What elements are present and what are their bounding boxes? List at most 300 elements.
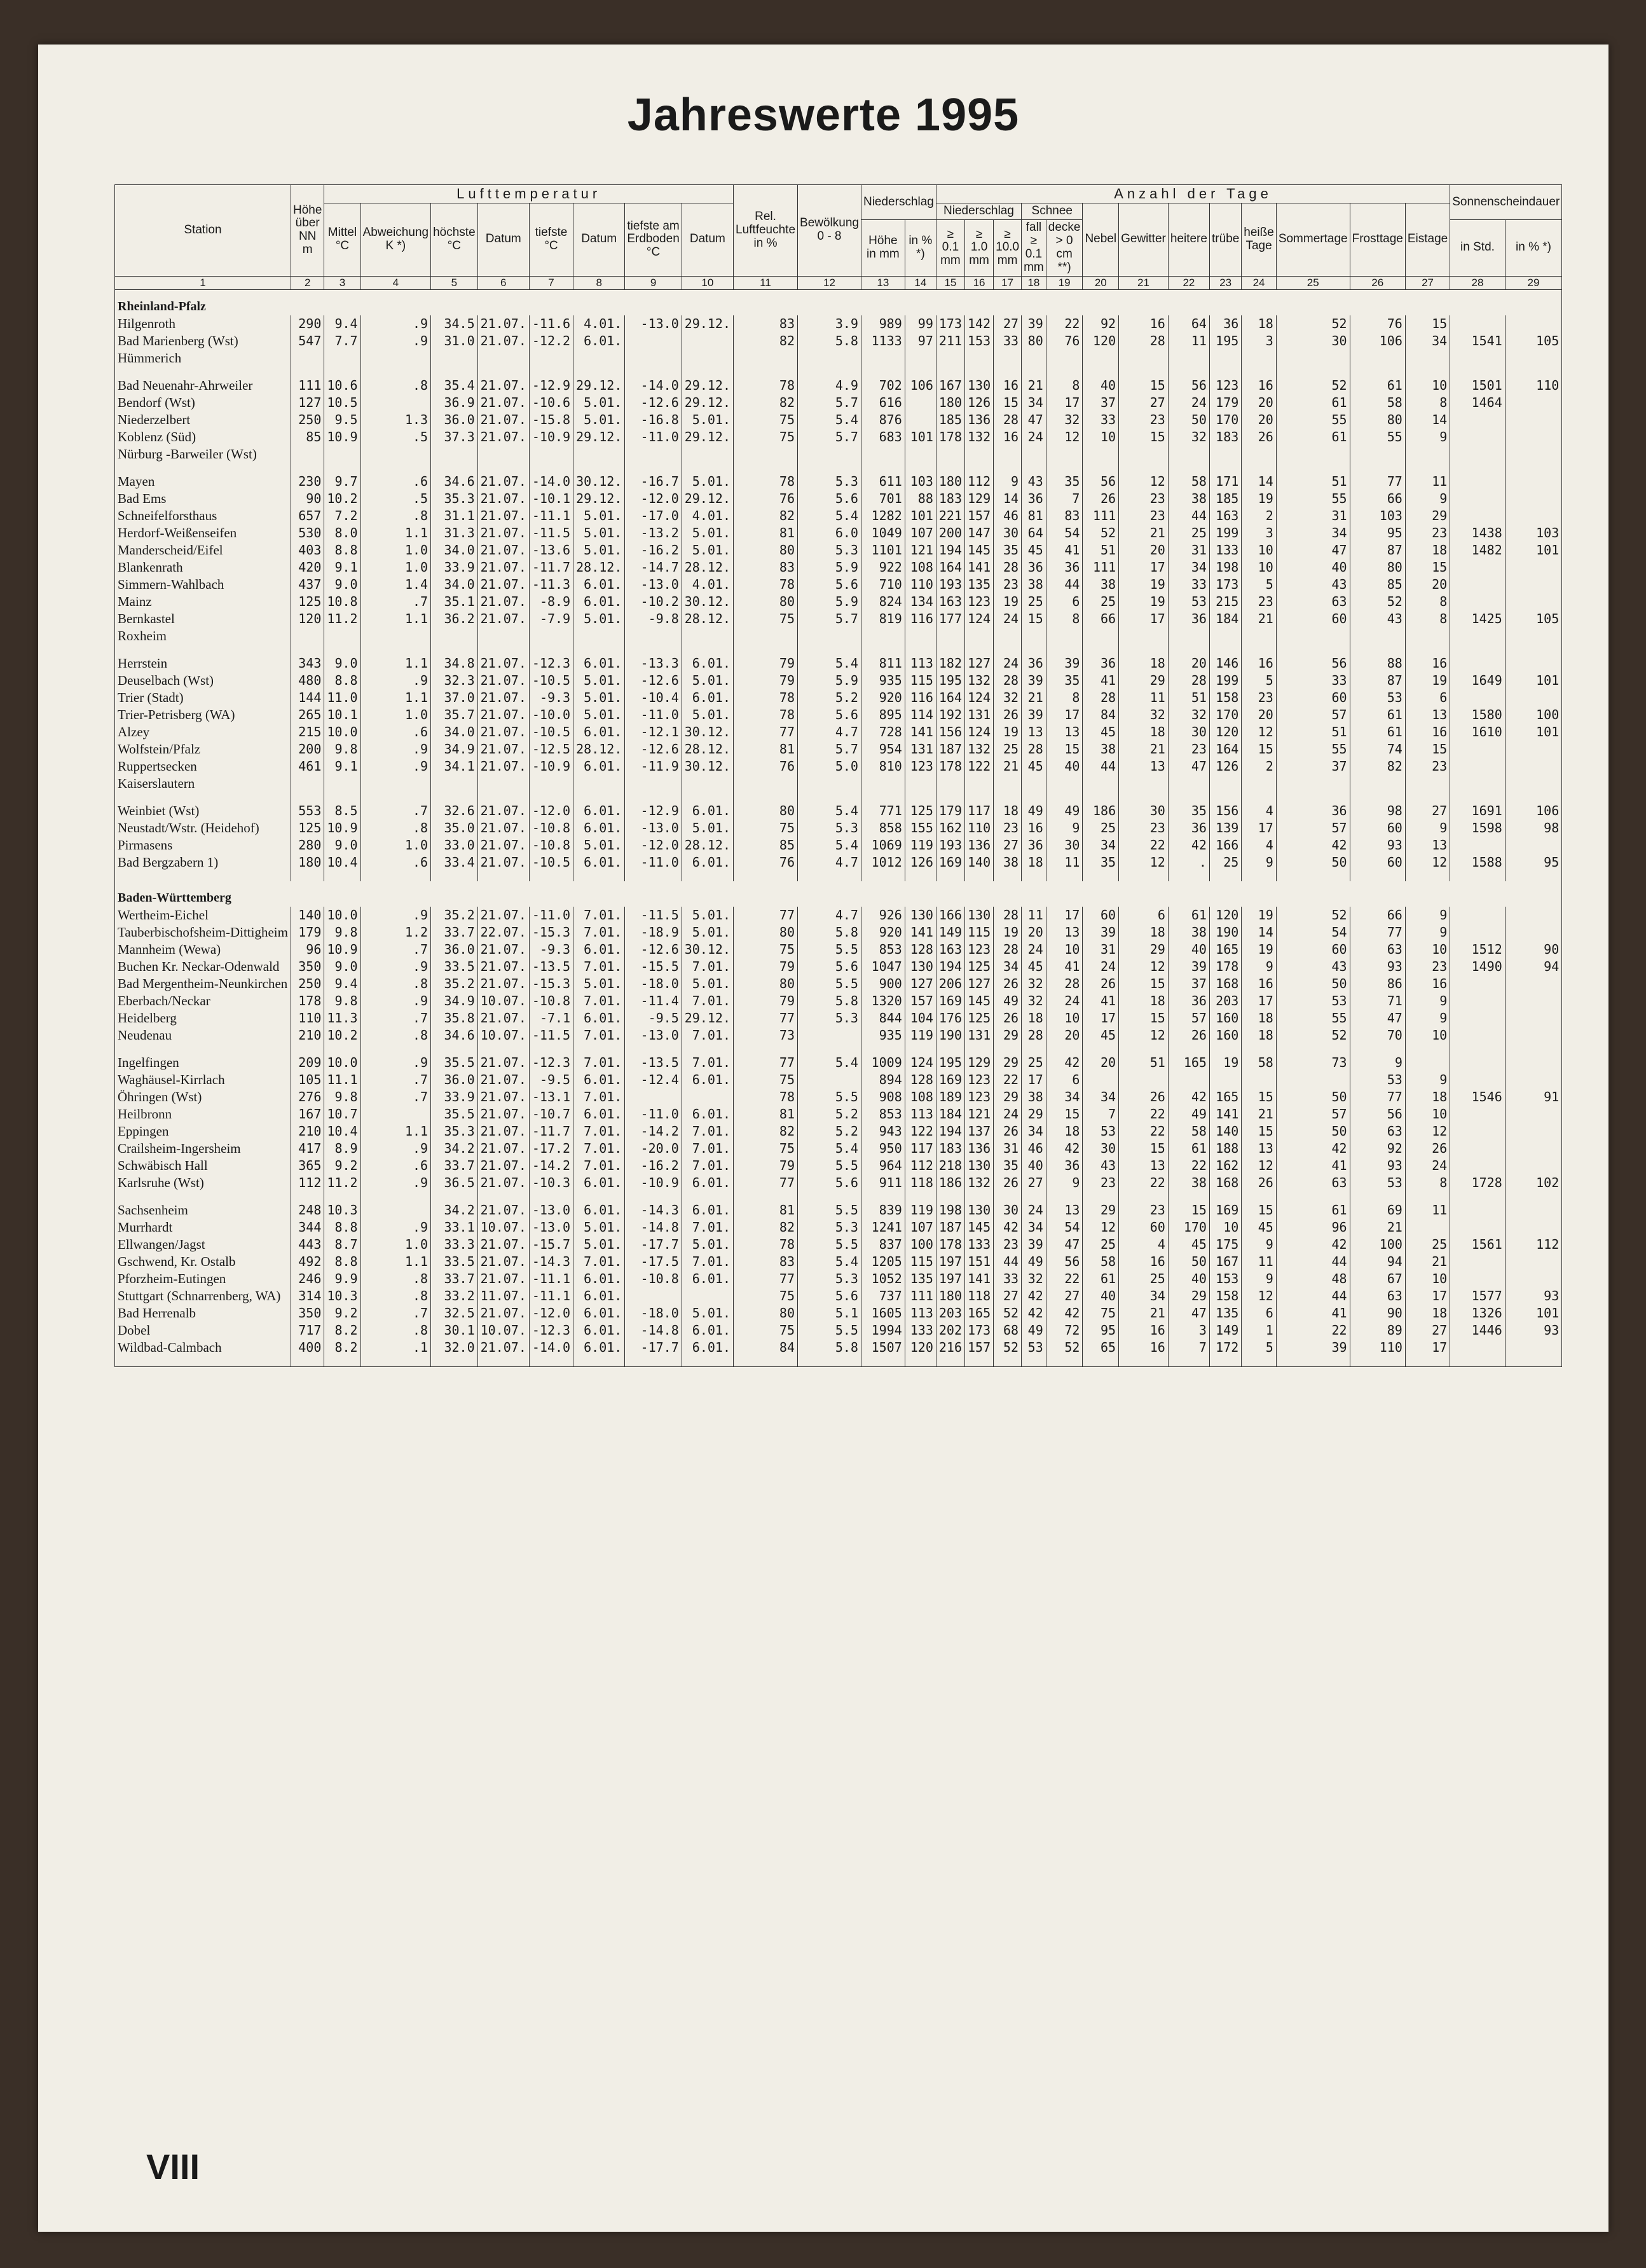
cell-col-5: 33.4 — [431, 854, 478, 871]
cell-col-19: 18 — [1046, 1123, 1083, 1140]
cell-col-13: 964 — [861, 1157, 905, 1174]
cell-col-22: 38 — [1168, 490, 1209, 507]
spacer-cell — [682, 367, 733, 377]
cell-col-18: 18 — [1022, 1010, 1046, 1027]
cell-col-19: 17 — [1046, 394, 1083, 411]
cell-col-20: 75 — [1083, 1305, 1119, 1322]
table-row — [115, 1174, 1562, 1192]
cell-col-25: 42 — [1276, 837, 1350, 854]
cell-col-26 — [1350, 628, 1405, 645]
header-eistage: Eistage — [1405, 203, 1450, 276]
cell-col-12: 3.9 — [798, 315, 861, 333]
cell-col-13: 900 — [861, 975, 905, 993]
table-row — [115, 1305, 1562, 1322]
station-name: Ruppertsecken — [115, 758, 291, 775]
station-name: Koblenz (Süd) — [115, 429, 291, 446]
header-datum-3: Datum — [682, 203, 733, 276]
cell-col-26: 21 — [1350, 1219, 1405, 1236]
cell-col-24: 17 — [1242, 993, 1277, 1010]
spacer-cell — [1119, 463, 1169, 473]
cell-col-20: 40 — [1083, 1288, 1119, 1305]
cell-col-15: 183 — [936, 1140, 964, 1157]
spacer-cell — [573, 645, 625, 655]
cell-col-14: 108 — [905, 1089, 936, 1106]
cell-col-6: 21.07. — [477, 610, 529, 628]
cell-col-18: 39 — [1022, 1236, 1046, 1253]
cell-col-26: 60 — [1350, 854, 1405, 871]
cell-col-7: -14.0 — [529, 473, 573, 490]
cell-col-11: 82 — [734, 333, 798, 350]
cell-col-5: 35.3 — [431, 1123, 478, 1140]
cell-col-29 — [1505, 429, 1562, 446]
cell-col-21: 15 — [1119, 429, 1169, 446]
table-row — [115, 1010, 1562, 1027]
cell-col-22: 57 — [1168, 1010, 1209, 1027]
spacer-cell — [625, 367, 682, 377]
spacer-cell — [994, 792, 1022, 802]
station-name: Niederzelbert — [115, 411, 291, 429]
table-row — [115, 446, 1562, 463]
cell-col-8: 5.01. — [573, 525, 625, 542]
spacer-cell — [1276, 792, 1350, 802]
cell-col-5: 37.3 — [431, 429, 478, 446]
spacer-cell — [1405, 645, 1450, 655]
cell-col-25: 57 — [1276, 1106, 1350, 1123]
cell-col-17 — [994, 446, 1022, 463]
region-name: Baden-Württemberg — [115, 881, 1562, 907]
cell-col-14: 114 — [905, 706, 936, 724]
spacer-cell — [1450, 871, 1505, 881]
spacer-cell — [1276, 871, 1350, 881]
cell-col-25: 50 — [1276, 1123, 1350, 1140]
cell-col-20: 43 — [1083, 1157, 1119, 1174]
cell-col-24: 18 — [1242, 1027, 1277, 1044]
spacer-cell — [861, 792, 905, 802]
cell-col-15 — [936, 628, 964, 645]
cell-col-3: 9.4 — [324, 315, 360, 333]
cell-col-16: 165 — [965, 1305, 994, 1322]
cell-col-19: 8 — [1046, 610, 1083, 628]
cell-col-11: 76 — [734, 854, 798, 871]
cell-col-2: 179 — [291, 924, 324, 941]
cell-col-9 — [625, 446, 682, 463]
cell-col-5: 31.1 — [431, 507, 478, 525]
cell-col-27: 9 — [1405, 1071, 1450, 1089]
cell-col-7: -13.6 — [529, 542, 573, 559]
cell-col-15: 173 — [936, 315, 964, 333]
cell-col-21: 6 — [1119, 907, 1169, 924]
station-name: Bendorf (Wst) — [115, 394, 291, 411]
cell-col-3 — [324, 446, 360, 463]
spacer-cell — [625, 645, 682, 655]
cell-col-17: 33 — [994, 1270, 1022, 1288]
spacer-cell — [734, 367, 798, 377]
cell-col-27: 27 — [1405, 1322, 1450, 1339]
cell-col-15: 194 — [936, 1123, 964, 1140]
spacer-cell — [682, 1044, 733, 1054]
spacer-cell — [682, 871, 733, 881]
cell-col-15: 198 — [936, 1202, 964, 1219]
cell-col-16: 147 — [965, 525, 994, 542]
cell-col-18: 64 — [1022, 525, 1046, 542]
cell-col-14: 111 — [905, 1288, 936, 1305]
cell-col-3: 8.0 — [324, 525, 360, 542]
cell-col-26: 85 — [1350, 576, 1405, 593]
spacer-cell — [1119, 792, 1169, 802]
cell-col-5: 33.9 — [431, 559, 478, 576]
cell-col-11: 80 — [734, 1305, 798, 1322]
cell-col-15: 169 — [936, 1071, 964, 1089]
cell-col-19: 40 — [1046, 758, 1083, 775]
spacer-cell — [994, 1044, 1022, 1054]
table-row — [115, 610, 1562, 628]
cell-col-4: .6 — [360, 724, 431, 741]
cell-col-15: 169 — [936, 993, 964, 1010]
cell-col-26: 56 — [1350, 1106, 1405, 1123]
cell-col-3: 8.9 — [324, 1140, 360, 1157]
table-row — [115, 689, 1562, 706]
cell-col-25: 57 — [1276, 820, 1350, 837]
cell-col-27: 12 — [1405, 1123, 1450, 1140]
cell-col-16: 125 — [965, 1010, 994, 1027]
cell-col-16: 115 — [965, 924, 994, 941]
group-spacer — [115, 463, 1562, 473]
cell-col-3: 10.4 — [324, 1123, 360, 1140]
cell-col-9: -20.0 — [625, 1140, 682, 1157]
spacer-cell — [1168, 792, 1209, 802]
cell-col-19: 8 — [1046, 377, 1083, 394]
cell-col-3: 9.1 — [324, 559, 360, 576]
cell-col-19: 11 — [1046, 854, 1083, 871]
station-name: Bad Mergentheim-Neunkirchen — [115, 975, 291, 993]
cell-col-27: 34 — [1405, 333, 1450, 350]
cell-col-16: 141 — [965, 559, 994, 576]
spacer-cell — [905, 1192, 936, 1202]
cell-col-8 — [573, 350, 625, 367]
spacer-cell — [1046, 645, 1083, 655]
cell-col-10: 7.01. — [682, 1140, 733, 1157]
spacer-cell — [734, 1356, 798, 1367]
cell-col-13: 1320 — [861, 993, 905, 1010]
station-name: Bad Neuenahr-Ahrweiler — [115, 377, 291, 394]
cell-col-22: 56 — [1168, 377, 1209, 394]
column-number: 16 — [965, 276, 994, 290]
cell-col-18 — [1022, 628, 1046, 645]
cell-col-17: 34 — [994, 958, 1022, 975]
cell-col-29 — [1505, 993, 1562, 1010]
spacer-cell — [1209, 1192, 1241, 1202]
cell-col-26: 87 — [1350, 672, 1405, 689]
cell-col-9: -11.4 — [625, 993, 682, 1010]
cell-col-3: 9.0 — [324, 837, 360, 854]
cell-col-16: 132 — [965, 429, 994, 446]
spacer-cell — [1022, 463, 1046, 473]
cell-col-27 — [1405, 628, 1450, 645]
table-row — [115, 1140, 1562, 1157]
cell-col-12: 5.9 — [798, 672, 861, 689]
station-name: Waghäusel-Kirrlach — [115, 1071, 291, 1089]
cell-col-14: 107 — [905, 1219, 936, 1236]
cell-col-6: 21.07. — [477, 672, 529, 689]
cell-col-14: 141 — [905, 724, 936, 741]
cell-col-12: 5.8 — [798, 993, 861, 1010]
cell-col-8: 7.01. — [573, 1140, 625, 1157]
cell-col-18 — [1022, 446, 1046, 463]
cell-col-6: 21.07. — [477, 333, 529, 350]
cell-col-22: 42 — [1168, 1089, 1209, 1106]
spacer-cell — [1046, 1356, 1083, 1367]
spacer-cell — [1450, 367, 1505, 377]
cell-col-11: 85 — [734, 837, 798, 854]
column-number: 2 — [291, 276, 324, 290]
spacer-cell — [360, 463, 431, 473]
cell-col-23: 168 — [1209, 1174, 1241, 1192]
cell-col-4: .7 — [360, 1089, 431, 1106]
table-row — [115, 525, 1562, 542]
cell-col-28 — [1450, 758, 1505, 775]
spacer-cell — [1022, 367, 1046, 377]
cell-col-22: 64 — [1168, 315, 1209, 333]
cell-col-27 — [1405, 775, 1450, 792]
cell-col-10: 7.01. — [682, 993, 733, 1010]
cell-col-16: 135 — [965, 576, 994, 593]
cell-col-23: 198 — [1209, 559, 1241, 576]
cell-col-15: 179 — [936, 802, 964, 820]
cell-col-5: 33.5 — [431, 958, 478, 975]
cell-col-18: 28 — [1022, 741, 1046, 758]
table-row — [115, 975, 1562, 993]
cell-col-11: 82 — [734, 507, 798, 525]
cell-col-18: 25 — [1022, 1054, 1046, 1071]
cell-col-2: 180 — [291, 854, 324, 871]
spacer-cell — [682, 1356, 733, 1367]
cell-col-7: -10.7 — [529, 1106, 573, 1123]
cell-col-18: 32 — [1022, 1270, 1046, 1288]
cell-col-19: 24 — [1046, 993, 1083, 1010]
cell-col-8: 6.01. — [573, 1270, 625, 1288]
cell-col-12: 5.4 — [798, 837, 861, 854]
spacer-cell — [529, 645, 573, 655]
cell-col-14: 122 — [905, 1123, 936, 1140]
cell-col-26: 88 — [1350, 655, 1405, 672]
cell-col-14: 123 — [905, 758, 936, 775]
cell-col-7: -11.3 — [529, 576, 573, 593]
cell-col-11: 81 — [734, 741, 798, 758]
cell-col-9: -13.0 — [625, 820, 682, 837]
cell-col-12: 5.9 — [798, 593, 861, 610]
cell-col-16: 123 — [965, 1089, 994, 1106]
cell-col-21: 13 — [1119, 1157, 1169, 1174]
cell-col-2: 350 — [291, 958, 324, 975]
cell-col-5: 35.8 — [431, 1010, 478, 1027]
cell-col-23: 158 — [1209, 689, 1241, 706]
cell-col-28 — [1450, 975, 1505, 993]
station-name: Eppingen — [115, 1123, 291, 1140]
station-name: Pforzheim-Eutingen — [115, 1270, 291, 1288]
cell-col-14: 100 — [905, 1236, 936, 1253]
cell-col-9: -18.0 — [625, 975, 682, 993]
cell-col-19: 52 — [1046, 1339, 1083, 1356]
cell-col-10: 5.01. — [682, 542, 733, 559]
table-row — [115, 1071, 1562, 1089]
cell-col-18: 13 — [1022, 724, 1046, 741]
cell-col-7: -10.9 — [529, 429, 573, 446]
spacer-cell — [431, 871, 478, 881]
cell-col-14: 101 — [905, 429, 936, 446]
spacer-cell — [1350, 367, 1405, 377]
cell-col-15: 197 — [936, 1270, 964, 1288]
spacer-cell — [324, 871, 360, 881]
header-nebel: Nebel — [1083, 203, 1119, 276]
cell-col-16: 129 — [965, 1054, 994, 1071]
cell-col-8: 6.01. — [573, 593, 625, 610]
cell-col-29 — [1505, 907, 1562, 924]
cell-col-9 — [625, 628, 682, 645]
cell-col-15: 203 — [936, 1305, 964, 1322]
cell-col-27: 8 — [1405, 1174, 1450, 1192]
cell-col-9: -10.4 — [625, 689, 682, 706]
cell-col-13: 1205 — [861, 1253, 905, 1270]
cell-col-3: 10.0 — [324, 724, 360, 741]
cell-col-29: 101 — [1505, 1305, 1562, 1322]
cell-col-8: 6.01. — [573, 1010, 625, 1027]
cell-col-6: 10.07. — [477, 993, 529, 1010]
cell-col-20: 53 — [1083, 1123, 1119, 1140]
cell-col-6: 21.07. — [477, 655, 529, 672]
cell-col-20: 33 — [1083, 411, 1119, 429]
cell-col-18: 42 — [1022, 1288, 1046, 1305]
cell-col-23: 215 — [1209, 593, 1241, 610]
cell-col-25: 51 — [1276, 724, 1350, 741]
cell-col-16 — [965, 628, 994, 645]
table-row — [115, 758, 1562, 775]
cell-col-9: -12.0 — [625, 490, 682, 507]
cell-col-2: 657 — [291, 507, 324, 525]
cell-col-25: 50 — [1276, 854, 1350, 871]
spacer-cell — [1242, 1192, 1277, 1202]
cell-col-17: 25 — [994, 741, 1022, 758]
table-row — [115, 1339, 1562, 1356]
spacer-cell — [1022, 1192, 1046, 1202]
station-name: Neudenau — [115, 1027, 291, 1044]
cell-col-21: 18 — [1119, 655, 1169, 672]
cell-col-28: 1512 — [1450, 941, 1505, 958]
spacer-cell — [360, 645, 431, 655]
spacer-cell — [529, 1044, 573, 1054]
station-name: Ingelfingen — [115, 1054, 291, 1071]
cell-col-29: 95 — [1505, 854, 1562, 871]
cell-col-29: 110 — [1505, 377, 1562, 394]
cell-col-23: 203 — [1209, 993, 1241, 1010]
station-name: Mayen — [115, 473, 291, 490]
cell-col-17: 19 — [994, 593, 1022, 610]
spacer-cell — [431, 792, 478, 802]
cell-col-13: 1009 — [861, 1054, 905, 1071]
cell-col-12: 5.5 — [798, 975, 861, 993]
cell-col-17: 29 — [994, 1089, 1022, 1106]
cell-col-24: 18 — [1242, 315, 1277, 333]
cell-col-9 — [625, 1288, 682, 1305]
cell-col-29 — [1505, 1202, 1562, 1219]
station-name: Hümmerich — [115, 350, 291, 367]
cell-col-24: 2 — [1242, 507, 1277, 525]
header-niederschlag: Niederschlag — [861, 185, 936, 220]
cell-col-8: 6.01. — [573, 820, 625, 837]
cell-col-7: -10.8 — [529, 820, 573, 837]
header-heisse-tage: heiße Tage — [1242, 203, 1277, 276]
cell-col-13: 894 — [861, 1071, 905, 1089]
cell-col-23: 173 — [1209, 576, 1241, 593]
spacer-cell — [905, 792, 936, 802]
cell-col-19: 34 — [1046, 1089, 1083, 1106]
cell-col-14: 103 — [905, 473, 936, 490]
table-row — [115, 628, 1562, 645]
cell-col-6: 21.07. — [477, 907, 529, 924]
cell-col-4: 1.0 — [360, 542, 431, 559]
cell-col-9: -16.7 — [625, 473, 682, 490]
cell-col-8: 5.01. — [573, 411, 625, 429]
cell-col-3: 8.2 — [324, 1339, 360, 1356]
cell-col-8: 6.01. — [573, 802, 625, 820]
cell-col-3: 10.7 — [324, 1106, 360, 1123]
spacer-cell — [324, 463, 360, 473]
cell-col-25: 48 — [1276, 1270, 1350, 1288]
cell-col-29 — [1505, 315, 1562, 333]
cell-col-3: 8.7 — [324, 1236, 360, 1253]
cell-col-18: 36 — [1022, 559, 1046, 576]
cell-col-17: 19 — [994, 724, 1022, 741]
cell-col-27: 18 — [1405, 1305, 1450, 1322]
cell-col-24: 19 — [1242, 941, 1277, 958]
station-name: Roxheim — [115, 628, 291, 645]
cell-col-27: 9 — [1405, 820, 1450, 837]
cell-col-19: 6 — [1046, 1071, 1083, 1089]
cell-col-12: 5.1 — [798, 1305, 861, 1322]
table-row — [115, 1027, 1562, 1044]
cell-col-4: .6 — [360, 854, 431, 871]
column-number: 10 — [682, 276, 733, 290]
cell-col-4: .8 — [360, 1270, 431, 1288]
cell-col-15: 197 — [936, 1253, 964, 1270]
cell-col-26: 95 — [1350, 525, 1405, 542]
cell-col-12: 5.6 — [798, 1288, 861, 1305]
station-name: Wildbad-Calmbach — [115, 1339, 291, 1356]
cell-col-16 — [965, 446, 994, 463]
cell-col-7 — [529, 628, 573, 645]
cell-col-3: 9.8 — [324, 924, 360, 941]
cell-col-11: 77 — [734, 1010, 798, 1027]
spacer-cell — [936, 1356, 964, 1367]
cell-col-17: 23 — [994, 1236, 1022, 1253]
cell-col-27: 8 — [1405, 593, 1450, 610]
cell-col-26: 103 — [1350, 507, 1405, 525]
cell-col-8: 6.01. — [573, 941, 625, 958]
cell-col-11: 78 — [734, 377, 798, 394]
spacer-cell — [477, 1356, 529, 1367]
cell-col-9 — [625, 775, 682, 792]
cell-col-18: 28 — [1022, 1027, 1046, 1044]
cell-col-27: 19 — [1405, 672, 1450, 689]
column-number: 1 — [115, 276, 291, 290]
spacer-cell — [1450, 1356, 1505, 1367]
header-rel-feuchte: Rel. Luftfeuchte in % — [734, 185, 798, 277]
cell-col-5: 35.7 — [431, 706, 478, 724]
cell-col-10: 29.12. — [682, 377, 733, 394]
cell-col-3: 7.7 — [324, 333, 360, 350]
cell-col-2: 112 — [291, 1174, 324, 1192]
cell-col-19: 10 — [1046, 941, 1083, 958]
station-name: Alzey — [115, 724, 291, 741]
